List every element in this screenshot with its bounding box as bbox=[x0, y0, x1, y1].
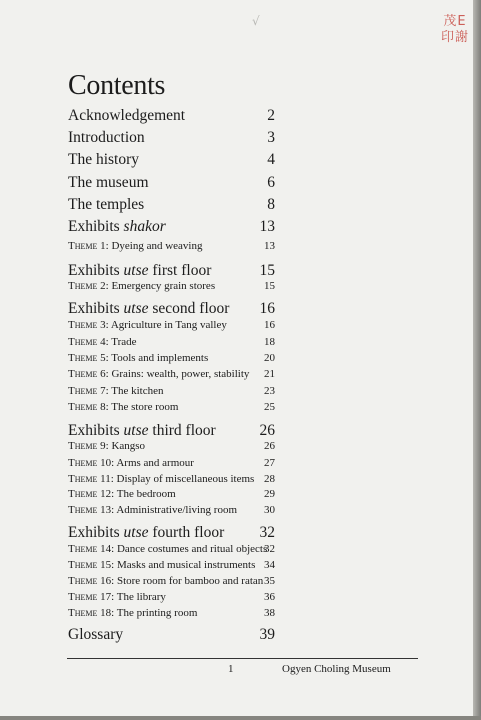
toc-theme-label bbox=[68, 488, 176, 500]
toc-theme-word: Theme bbox=[68, 352, 98, 364]
toc-theme-label bbox=[68, 240, 202, 252]
toc-theme-page: 29 bbox=[264, 488, 275, 500]
toc-section-label bbox=[68, 218, 166, 236]
toc-theme-entry bbox=[68, 319, 275, 334]
pencil-mark: √ bbox=[252, 14, 260, 28]
toc-theme-label bbox=[68, 319, 227, 331]
toc-theme-word: Theme bbox=[68, 543, 98, 555]
toc-theme-word: Theme bbox=[68, 559, 98, 571]
toc-entry-page: 2 bbox=[267, 107, 275, 124]
toc-section-page: 26 bbox=[259, 422, 275, 439]
toc-theme-title: 4: Trade bbox=[100, 336, 137, 348]
toc-theme-entry bbox=[68, 368, 275, 383]
toc-theme-title: 5: Tools and implements bbox=[100, 352, 209, 364]
toc-section-label bbox=[68, 300, 229, 318]
toc-theme-page: 30 bbox=[264, 504, 275, 516]
toc-section-italic: utse bbox=[123, 262, 149, 279]
toc-theme-page: 13 bbox=[264, 240, 275, 252]
toc-theme-entry bbox=[68, 336, 275, 351]
toc-theme-title: 14: Dance costumes and ritual objects bbox=[100, 543, 268, 555]
toc-theme-word: Theme bbox=[68, 488, 98, 500]
toc-theme-label bbox=[68, 504, 237, 516]
toc-theme-page: 23 bbox=[264, 385, 275, 397]
toc-entry bbox=[68, 196, 275, 216]
toc-theme-page: 15 bbox=[264, 280, 275, 292]
toc-theme-label bbox=[68, 607, 197, 619]
toc-section-page: 13 bbox=[259, 218, 275, 235]
footer-museum-name: Ogyen Choling Museum bbox=[282, 663, 391, 675]
toc-theme-title: 18: The printing room bbox=[100, 607, 198, 619]
toc-section-suffix: fourth floor bbox=[148, 524, 225, 541]
toc-section-prefix: Exhibits bbox=[68, 524, 124, 541]
toc-theme-page: 27 bbox=[264, 457, 275, 469]
toc-theme-label bbox=[68, 559, 255, 571]
toc-entry-page: 3 bbox=[267, 129, 275, 146]
toc-theme-page: 18 bbox=[264, 336, 275, 348]
toc-theme-word: Theme bbox=[68, 336, 98, 348]
toc-theme-page: 20 bbox=[264, 352, 275, 364]
toc-theme-page: 34 bbox=[264, 559, 275, 571]
toc-theme-title: 10: Arms and armour bbox=[100, 457, 194, 469]
toc-theme-entry bbox=[68, 591, 275, 606]
toc-theme-entry bbox=[68, 352, 275, 367]
toc-theme-label bbox=[68, 280, 215, 292]
toc-section-page: 16 bbox=[259, 300, 275, 317]
toc-theme-title: 15: Masks and musical instruments bbox=[100, 559, 256, 571]
toc-theme-title: 17: The library bbox=[100, 591, 166, 603]
toc-theme-page: 32 bbox=[264, 543, 275, 555]
toc-theme-entry bbox=[68, 575, 275, 590]
page-bottom-shadow bbox=[0, 716, 481, 720]
toc-theme-entry bbox=[68, 401, 275, 416]
toc-theme-word: Theme bbox=[68, 319, 98, 331]
toc-theme-word: Theme bbox=[68, 440, 98, 452]
toc-theme-entry bbox=[68, 240, 275, 255]
toc-theme-page: 25 bbox=[264, 401, 275, 413]
toc-entry bbox=[68, 107, 275, 127]
toc-section-prefix: Exhibits bbox=[68, 422, 124, 439]
toc-theme-label bbox=[68, 385, 163, 397]
toc-theme-title: 7: The kitchen bbox=[100, 385, 164, 397]
toc-theme-entry bbox=[68, 440, 275, 455]
toc-theme-word: Theme bbox=[68, 575, 98, 587]
toc-section-italic: utse bbox=[123, 524, 149, 541]
toc-theme-word: Theme bbox=[68, 607, 98, 619]
toc-theme-entry bbox=[68, 504, 275, 519]
toc-section-italic: utse bbox=[123, 422, 149, 439]
toc-entry-label: Introduction bbox=[68, 129, 145, 146]
toc-section-page: 15 bbox=[259, 262, 275, 279]
toc-theme-title: 3: Agriculture in Tang valley bbox=[100, 319, 227, 331]
toc-section-suffix: first floor bbox=[148, 262, 212, 279]
toc-entry-page: 4 bbox=[267, 151, 275, 168]
toc-theme-title: 13: Administrative/living room bbox=[100, 504, 238, 516]
seal-line-2: 印謝 bbox=[440, 30, 469, 45]
toc-theme-word: Theme bbox=[68, 368, 98, 380]
toc-theme-label bbox=[68, 457, 194, 469]
page-edge-shadow bbox=[473, 0, 481, 720]
toc-theme-entry bbox=[68, 559, 275, 574]
seal-line-1: 茂E bbox=[443, 14, 467, 29]
toc-glossary-label: Glossary bbox=[68, 626, 124, 643]
toc-theme-page: 36 bbox=[264, 591, 275, 603]
toc-theme-title: 8: The store room bbox=[100, 401, 179, 413]
toc-theme-word: Theme bbox=[68, 591, 98, 603]
toc-theme-title: 11: Display of miscellaneous items bbox=[100, 473, 255, 485]
toc-theme-word: Theme bbox=[68, 401, 98, 413]
toc-section-suffix: third floor bbox=[148, 422, 216, 439]
toc-section-label bbox=[68, 524, 224, 542]
toc-entry-label: The temples bbox=[68, 196, 145, 213]
toc-theme-page: 26 bbox=[264, 440, 275, 452]
toc-theme-page: 16 bbox=[264, 319, 275, 331]
toc-theme-entry bbox=[68, 385, 275, 400]
toc-theme-title: 6: Grains: wealth, power, stability bbox=[100, 368, 250, 380]
toc-entry-label: The history bbox=[68, 151, 140, 168]
toc-theme-title: 9: Kangso bbox=[100, 440, 146, 452]
toc-theme-page: 28 bbox=[264, 473, 275, 485]
toc-glossary bbox=[68, 626, 275, 646]
toc-entry-page: 6 bbox=[267, 174, 275, 191]
toc-theme-word: Theme bbox=[68, 457, 98, 469]
toc-theme-label bbox=[68, 336, 137, 348]
toc-theme-label bbox=[68, 473, 254, 485]
toc-section-italic: shakor bbox=[123, 218, 166, 235]
toc-section-prefix: Exhibits bbox=[68, 300, 124, 317]
toc-theme-title: 2: Emergency grain stores bbox=[100, 280, 216, 292]
toc-entry-label: Acknowledgement bbox=[68, 107, 186, 124]
toc-entry-page: 8 bbox=[267, 196, 275, 213]
toc-theme-entry bbox=[68, 607, 275, 622]
toc-section-heading bbox=[68, 262, 275, 282]
red-seal-stamp bbox=[437, 14, 473, 50]
toc-theme-entry bbox=[68, 543, 275, 558]
toc-section-heading bbox=[68, 422, 275, 442]
toc-entry bbox=[68, 129, 275, 149]
toc-theme-word: Theme bbox=[68, 504, 98, 516]
footer-page-number: 1 bbox=[228, 663, 234, 675]
toc-theme-label bbox=[68, 401, 178, 413]
toc-section-prefix: Exhibits bbox=[68, 218, 124, 235]
footer-rule bbox=[67, 658, 418, 659]
toc-section-heading bbox=[68, 218, 275, 238]
toc-entry bbox=[68, 174, 275, 194]
toc-theme-label bbox=[68, 575, 263, 587]
toc-section-label bbox=[68, 262, 211, 280]
toc-entry bbox=[68, 151, 275, 171]
toc-theme-label bbox=[68, 591, 166, 603]
toc-theme-title: 12: The bedroom bbox=[100, 488, 176, 500]
toc-section-italic: utse bbox=[123, 300, 149, 317]
toc-theme-label bbox=[68, 440, 145, 452]
toc-section-prefix: Exhibits bbox=[68, 262, 124, 279]
toc-theme-label bbox=[68, 352, 208, 364]
toc-theme-word: Theme bbox=[68, 473, 98, 485]
toc-theme-page: 35 bbox=[264, 575, 275, 587]
toc-theme-entry bbox=[68, 457, 275, 472]
toc-section-label bbox=[68, 422, 216, 440]
page-title: Contents bbox=[68, 70, 166, 101]
toc-theme-title: 1: Dyeing and weaving bbox=[100, 240, 203, 252]
toc-section-page: 32 bbox=[259, 524, 275, 541]
toc-section-heading bbox=[68, 300, 275, 320]
toc-section-heading bbox=[68, 524, 275, 544]
toc-theme-label bbox=[68, 368, 249, 380]
toc-theme-entry bbox=[68, 488, 275, 503]
toc-theme-word: Theme bbox=[68, 280, 98, 292]
toc-theme-page: 21 bbox=[264, 368, 275, 380]
toc-glossary-page: 39 bbox=[259, 626, 275, 643]
toc-theme-page: 38 bbox=[264, 607, 275, 619]
toc-theme-entry bbox=[68, 473, 275, 488]
toc-section-suffix: second floor bbox=[148, 300, 230, 317]
toc-theme-entry bbox=[68, 280, 275, 295]
toc-theme-word: Theme bbox=[68, 240, 98, 252]
toc-theme-title: 16: Store room for bamboo and ratan bbox=[100, 575, 264, 587]
toc-theme-word: Theme bbox=[68, 385, 98, 397]
toc-theme-label bbox=[68, 543, 267, 555]
toc-entry-label: The museum bbox=[68, 174, 149, 191]
